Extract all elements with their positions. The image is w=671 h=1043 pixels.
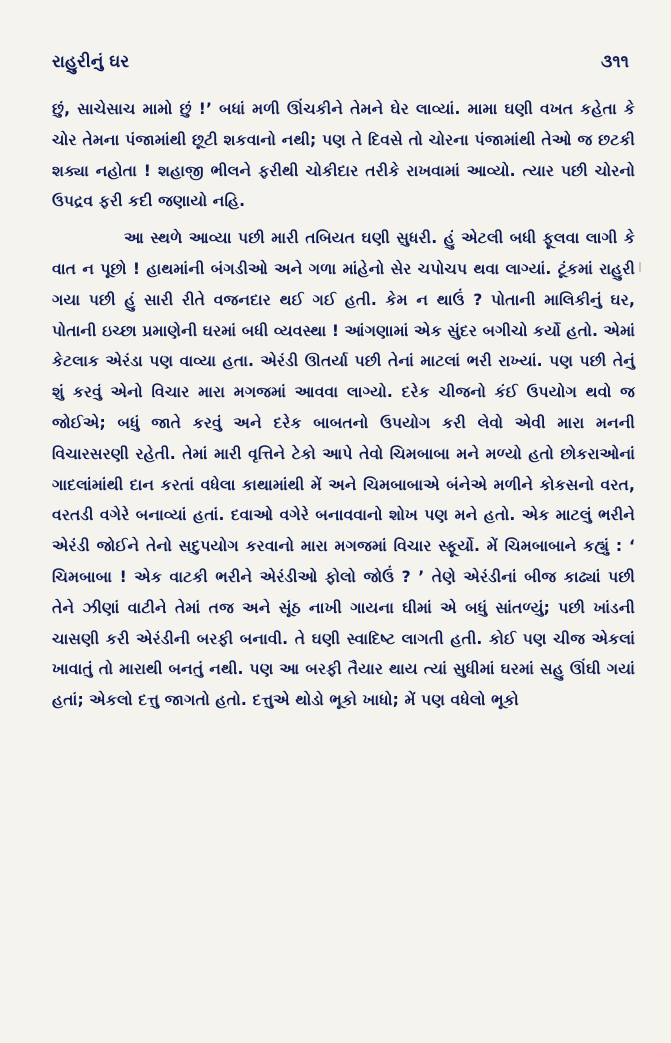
paragraph: છું, સાચેસાચ મામો છું !’ બધાં મળી ઊંચકીને તેમને ઘેર લાવ્યાં. મામા ઘણી વખત કહેતા કે ચોર તેમના પંજામાંથી છૂટી શકવાનો નથી; પણ તે દિવસે તો ચોરના પંજામાંથી તેઓ જ છટકી શક્યા નહોતા ! શહાજી ભીલને ફરીથી ચોકીદાર તરીકે રાખવામાં આવ્યો. ત્યાર પછી ચોરનો ઉપદ્રવ ફરી કદી જણાયો નહિ. (52, 100, 635, 211)
body-text (52, 94, 635, 716)
running-title: રાહુરીનું ઘર (52, 52, 130, 72)
page-edge-mark (639, 262, 641, 272)
paragraph: આ સ્થળે આવ્યા પછી મારી તબિયત ઘણી સુધરી. હું એટલી બધી ફૂલવા લાગી કે વાત ન પૂછો ! હાથમાંની બંગડીઓ અને ગળા માંહેનો સેર ચપોચપ થવા લાગ્યાં. ટૂંકમાં રાહુરી ગયા પછી હું સારી રીતે વજનદાર થઈ ગઈ હતી. કેમ ન થાઉં ? પોતાની માલિકીનું ઘર, પોતાની ઇચ્છા પ્રમાણેની ઘરમાં બધી વ્યવસ્થા ! આંગણામાં એક સુંદર બગીચો કર્યો હતો. એમાં કેટલાક એરંડા પણ વાવ્યા હતા. એરંડી ઊતર્યા પછી તેનાં માટલાં ભરી રાખ્યાં. પણ પછી તેનું શું કરવું એનો વિચાર મારા મગજમાં આવવા લાગ્યો. દરેક ચીજનો કંઈ ઉપયોગ થવો જ જોઈએ; બધું જાતે કરવું અને દરેક બાબતનો ઉપયોગ કરી લેવો એવી મારા મનની વિચારસરણી રહેતી. તેમાં મારી વૃત્તિને ટેકો આપે તેવો ચિમબાબા મને મળ્યો હતો છોકરાઓનાં ગાદલાંમાંથી દાન કરતાં વધેલા કાથામાંથી મેં અને ચિમબાબાએ બંનેએ મળીને કોકસનો વરત, વરતડી વગેરે બનાવ્યાં હતાં. દવાઓ વગેરે બનાવવાનો શોખ પણ મને હતો. એક માટલું ભરીને એરંડી જોઈને તેનો સદુપયોગ કરવાનો મારા મગજમાં વિચાર સ્ફૂર્યો. મેં ચિમબાબાને કહ્યું : ‘ ચિમબાબા ! એક વાટકી ભરીને એરંડીઓ ફોલો જોઉં ? ’ તેણે એરંડીનાં બીજ કાઢ્યાં પછી તેને ઝીણાં વાટીને તેમાં તજ અને સૂંઠ નાખી ગાયના ઘીમાં એ બધું સાંતળ્યું; પછી ખાંડની ચાસણી કરી એરંડીની બરફી બનાવી. તે ઘણી સ્વાદિષ્ટ લાગતી હતી. કોઈ પણ ચીજ એકલાં ખાવાતું તો મારાથી બનતું નથી. પણ આ બરફી તૈયાર થાય ત્યાં સુધીમાં ઘરમાં સહુ ઊંઘી ગયાં હતાં; એકલો દત્તુ જાગતો હતો. દત્તુએ થોડો ભૂકો ખાધો; મેં પણ વધેલો ભૂકો (52, 229, 635, 710)
page-number: ૩૧૧ (601, 52, 629, 72)
page-header (52, 50, 635, 94)
